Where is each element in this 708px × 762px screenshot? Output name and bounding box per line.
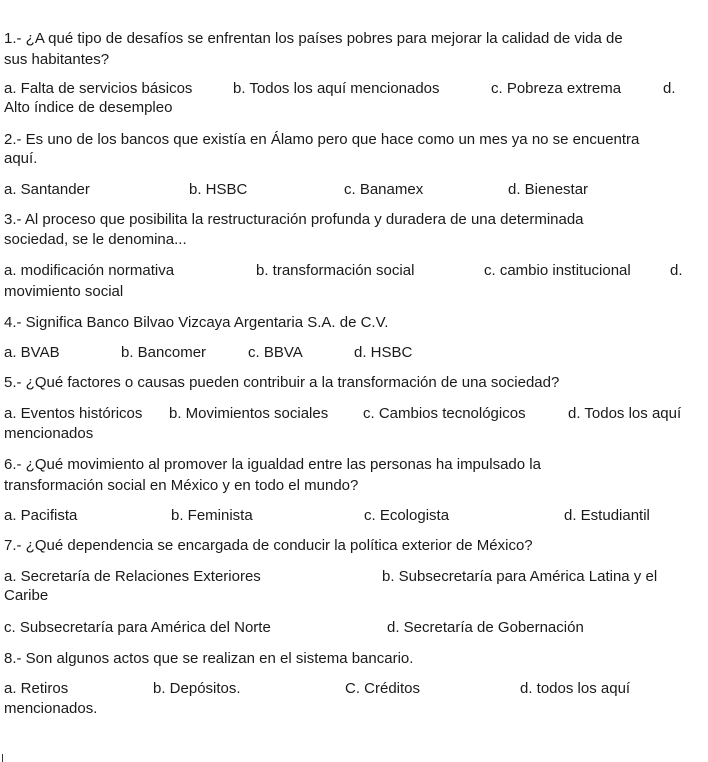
question-8-option-a: a. Retiros	[4, 680, 69, 697]
question-3-option-b: b. transformación social	[256, 262, 415, 279]
question-5-text: 5.- ¿Qué factores o causas pueden contribuir a la transformación de una sociedad?	[4, 374, 560, 391]
question-6-option-c: c. Ecologista	[364, 507, 450, 524]
question-1-option-b: b. Todos los aquí mencionados	[233, 80, 440, 97]
question-1-option-a: a. Falta de servicios básicos	[4, 80, 193, 97]
question-6-option-a: a. Pacifista	[4, 507, 78, 524]
question-4-option-b: b. Bancomer	[121, 344, 207, 361]
question-3-option-a: a. modificación normativa	[4, 262, 175, 279]
question-4-text: 4.- Significa Banco Bilvao Vizcaya Argentaria S.A. de C.V.	[4, 314, 389, 331]
question-4-option-d: d. HSBC	[354, 344, 413, 361]
question-2-text-cont: aquí.	[4, 150, 38, 167]
question-8-option-c: C. Créditos	[345, 680, 421, 697]
question-8-option-d-cont: mencionados.	[4, 700, 98, 717]
question-6-option-b: b. Feminista	[171, 507, 253, 524]
question-6-option-d: d. Estudiantil	[564, 507, 650, 524]
question-3-option-d: d.	[670, 262, 683, 279]
question-8-text: 8.- Son algunos actos que se realizan en el sistema bancario.	[4, 650, 414, 667]
question-7-option-a: a. Secretaría de Relaciones Exteriores	[4, 568, 261, 585]
question-5-option-d-cont: mencionados	[4, 425, 94, 442]
question-7-option-c: c. Subsecretaría para América del Norte	[4, 619, 271, 636]
question-4-option-a: a. BVAB	[4, 344, 60, 361]
question-3-option-c: c. cambio institucional	[484, 262, 631, 279]
question-8-option-b: b. Depósitos.	[153, 680, 241, 697]
question-2-option-a: a. Santander	[4, 181, 90, 198]
question-3-text: 3.- Al proceso que posibilita la restructuración profunda y duradera de una determinada	[4, 211, 584, 228]
question-3-text-cont: sociedad, se le denomina...	[4, 231, 187, 248]
question-7-option-b: b. Subsecretaría para América Latina y el	[382, 568, 658, 585]
question-5-option-c: c. Cambios tecnológicos	[363, 405, 526, 422]
question-5-option-b: b. Movimientos sociales	[169, 405, 329, 422]
question-5-option-a: a. Eventos históricos	[4, 405, 143, 422]
question-1-text-cont: sus habitantes?	[4, 51, 110, 68]
question-1-text: 1.- ¿A qué tipo de desafíos se enfrentan los países pobres para mejorar la calidad de vida de	[4, 30, 623, 47]
question-2-option-d: d. Bienestar	[508, 181, 589, 198]
question-1-option-c: c. Pobreza extrema	[491, 80, 622, 97]
question-4-option-c: c. BBVA	[248, 344, 303, 361]
question-6-text: 6.- ¿Qué movimiento al promover la igualdad entre las personas ha impulsado la	[4, 456, 541, 473]
question-3-option-d-cont: movimiento social	[4, 283, 124, 300]
question-7-text: 7.- ¿Qué dependencia se encargada de conducir la política exterior de México?	[4, 537, 533, 554]
question-2-text: 2.- Es uno de los bancos que existía en Álamo pero que hace como un mes ya no se encuentra	[4, 131, 640, 148]
question-1-option-d-cont: Alto índice de desempleo	[4, 99, 173, 116]
question-2-option-c: c. Banamex	[344, 181, 424, 198]
question-7-option-b-cont: Caribe	[4, 587, 49, 604]
question-6-text-cont: transformación social en México y en todo el mundo?	[4, 477, 359, 494]
question-2-option-b: b. HSBC	[189, 181, 248, 198]
question-7-option-d: d. Secretaría de Gobernación	[387, 619, 584, 636]
corner-mark	[2, 754, 3, 762]
question-8-option-d: d. todos los aquí	[520, 680, 631, 697]
question-1-option-d: d.	[663, 80, 676, 97]
question-5-option-d: d. Todos los aquí	[568, 405, 682, 422]
